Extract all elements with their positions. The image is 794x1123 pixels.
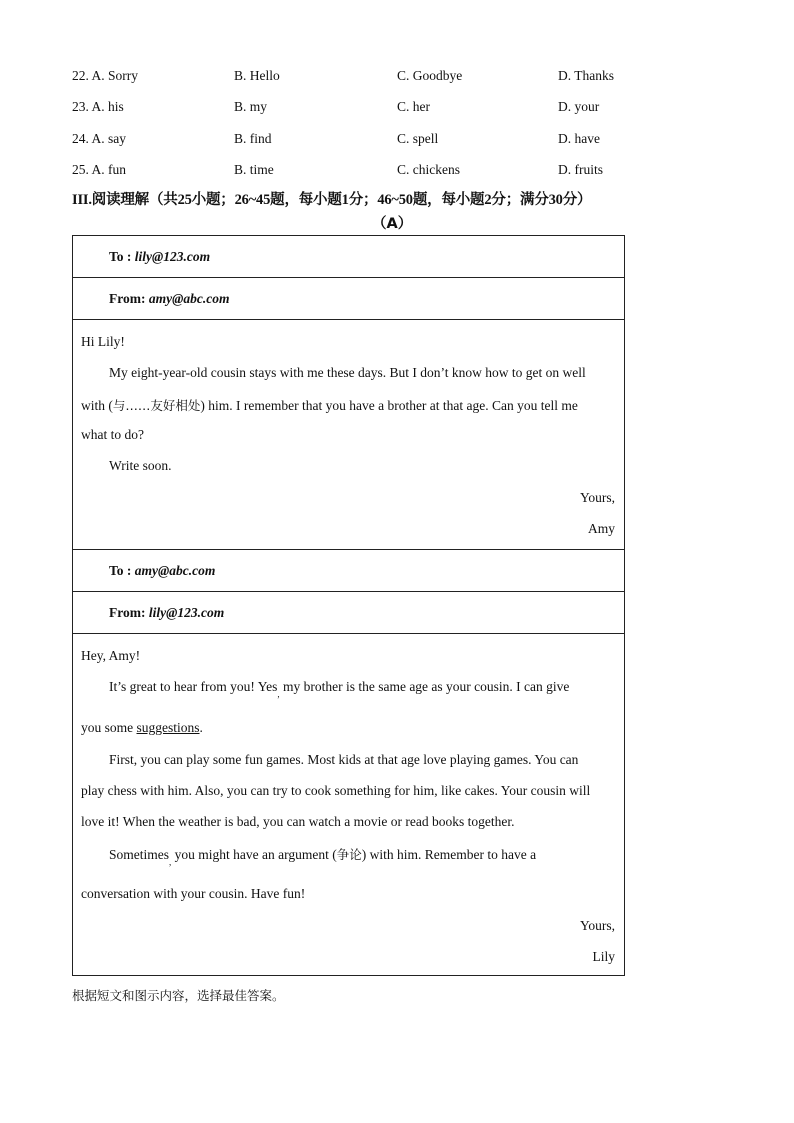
option-d: D. have (558, 131, 600, 146)
email2-p2-line1: First, you can play some fun games. Most kids at that age love playing games. You can (109, 752, 579, 767)
email2-p3-line1: Sometimes$_,$ you might have an argument (争论) with him. Remember to have a (109, 847, 537, 867)
email1-body (73, 320, 624, 550)
option-row-23 (72, 99, 722, 119)
option-d: D. Thanks (558, 68, 614, 83)
email2-to-row (73, 550, 624, 592)
option-row-24 (72, 131, 722, 151)
email2-greeting: Hey, Amy! (81, 648, 141, 663)
passage-label: （A） (372, 216, 413, 232)
email1-closing: Yours, (579, 490, 615, 505)
option-row-22 (72, 68, 722, 88)
option-row-25 (72, 162, 722, 182)
email1-p2: Write soon. (109, 458, 172, 473)
email1-to: To : lily@123.com (109, 249, 211, 264)
email2-from: From: lily@123.com (109, 605, 225, 620)
email2-p1-line2: you some suggestions. (81, 720, 203, 735)
option-c: C. her (397, 99, 430, 114)
email2-body (73, 634, 624, 975)
email2-p2-line2: play chess with him. Also, you can try to cook something for him, like cakes. Your cousin will (81, 783, 591, 798)
option-a: 25. A. fun (72, 162, 127, 177)
email1-p1-line3: what to do? (81, 427, 144, 442)
email1-from-row (73, 278, 624, 320)
email2-from-row (73, 592, 624, 634)
option-b: B. Hello (234, 68, 280, 83)
email1-p1-line2: with (与……友好相处) him. I remember that you have a brother at that age. Can you tell me (81, 398, 578, 413)
option-a: 22. A. Sorry (72, 68, 139, 83)
email1-signature: Amy (588, 521, 615, 536)
option-c: C. Goodbye (397, 68, 463, 83)
email2-signature: Lily (592, 949, 615, 964)
email1-p1-line1: My eight-year-old cousin stays with me these days. But I don’t know how to get on well (109, 365, 586, 380)
option-c: C. chickens (397, 162, 460, 177)
email2-closing: Yours, (579, 918, 615, 933)
suggestions-word: suggestions (136, 720, 200, 735)
option-d: D. fruits (558, 162, 603, 177)
option-c: C. spell (397, 131, 439, 146)
email2-to: To : amy@abc.com (109, 563, 216, 578)
option-b: B. time (234, 162, 274, 177)
email2-p2-line3: love it! When the weather is bad, you can watch a movie or read books together. (81, 814, 515, 829)
section-heading: III.阅读理解（共25小题；26~45题，每小题1分；46~50题，每小题2分；满分30分） (72, 192, 592, 208)
email2-p1-line1: It’s great to hear from you! Yes$_,$ my brother is the same age as your cousin. I can give (109, 679, 570, 699)
email-table (72, 235, 625, 976)
option-a: 23. A. his (72, 99, 124, 114)
email1-to-row (73, 236, 624, 278)
option-b: B. find (234, 131, 272, 146)
option-a: 24. A. say (72, 131, 127, 146)
email2-p3-line2: conversation with your cousin. Have fun! (81, 886, 306, 901)
option-b: B. my (234, 99, 268, 114)
option-d: D. your (558, 99, 600, 114)
email1-greeting: Hi Lily! (81, 334, 125, 349)
instruction-text: 根据短文和图示内容，选择最佳答案。 (72, 988, 285, 1003)
email1-from: From: amy@abc.com (109, 291, 230, 306)
